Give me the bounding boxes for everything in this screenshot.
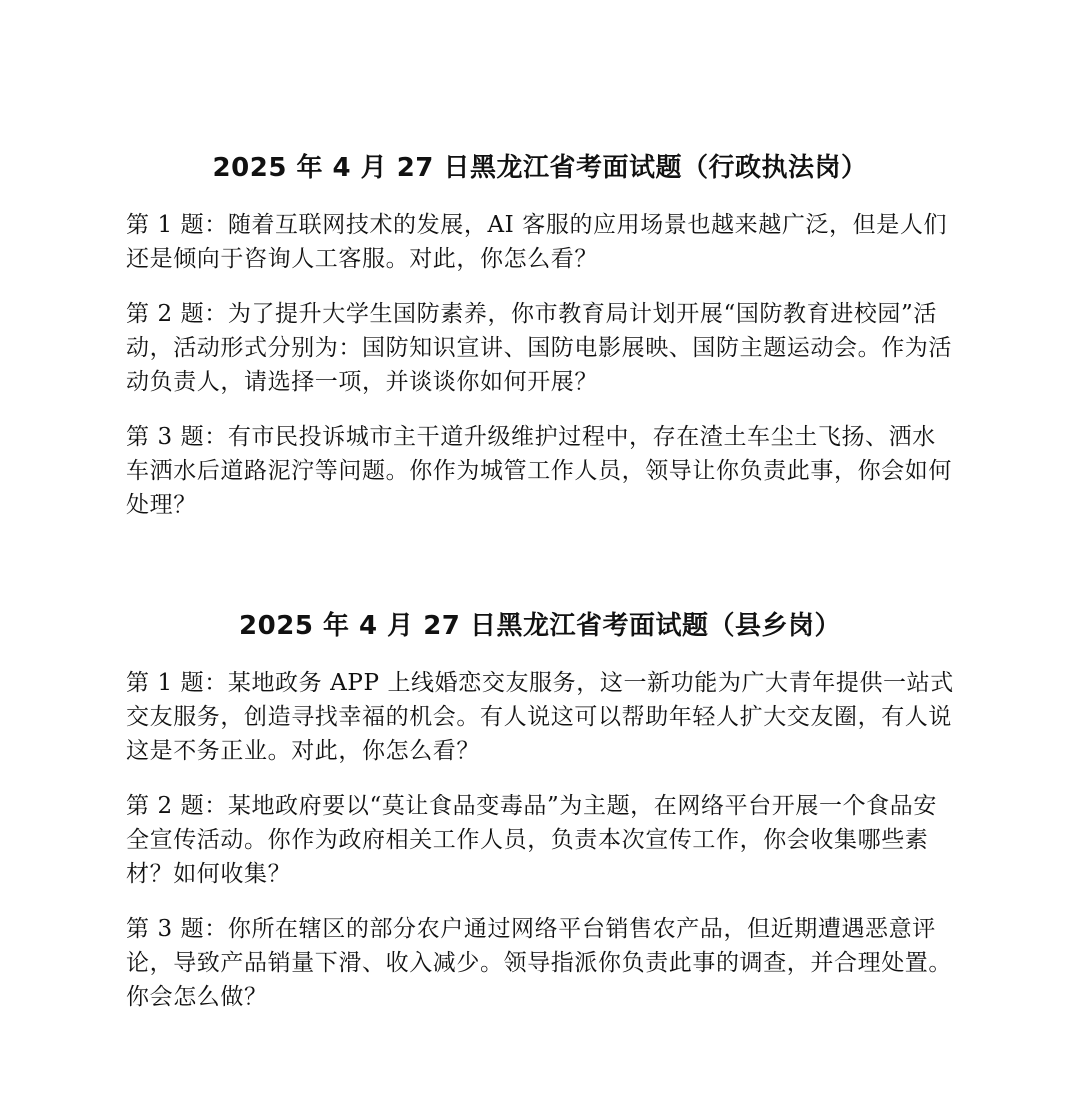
question-1: 第 1 题：随着互联网技术的发展，AI 客服的应用场景也越来越广泛，但是人们还是倾向于咨询人工客服。对此，你怎么看？ (126, 212, 948, 272)
section-county-township (126, 608, 954, 1014)
question-1: 第 1 题：某地政务 APP 上线婚恋交友服务，这一新功能为广大青年提供一站式交友服务，创造寻找幸福的机会。有人说这可以帮助年轻人扩大交友圈，有人说这是不务正业。对此，你怎么看？ (126, 670, 954, 764)
section-title: 2025 年 4 月 27 日黑龙江省考面试题（行政执法岗） (212, 153, 868, 183)
question-2: 第 2 题：某地政府要以“莫让食品变毒品”为主题，在网络平台开展一个食品安全宣传活动。你作为政府相关工作人员，负责本次宣传工作，你会收集哪些素材？如何收集？ (126, 793, 937, 887)
question-2: 第 2 题：为了提升大学生国防素养，你市教育局计划开展“国防教育进校园”活动，活动形式分别为：国防知识宣讲、国防电影展映、国防主题运动会。作为活动负责人，请选择一项，并谈谈你如何开展？ (126, 301, 952, 395)
section-title: 2025 年 4 月 27 日黑龙江省考面试题（县乡岗） (239, 611, 841, 641)
question-3: 第 3 题：有市民投诉城市主干道升级维护过程中，存在渣土车尘土飞扬、洒水车洒水后道路泥泞等问题。你作为城管工作人员，领导让你负责此事，你会如何处理？ (126, 424, 952, 518)
section-administrative-enforcement (126, 150, 954, 522)
question-3: 第 3 题：你所在辖区的部分农户通过网络平台销售农产品，但近期遭遇恶意评论，导致产品销量下滑、收入减少。领导指派你负责此事的调查，并合理处置。你会怎么做？ (126, 916, 952, 1010)
